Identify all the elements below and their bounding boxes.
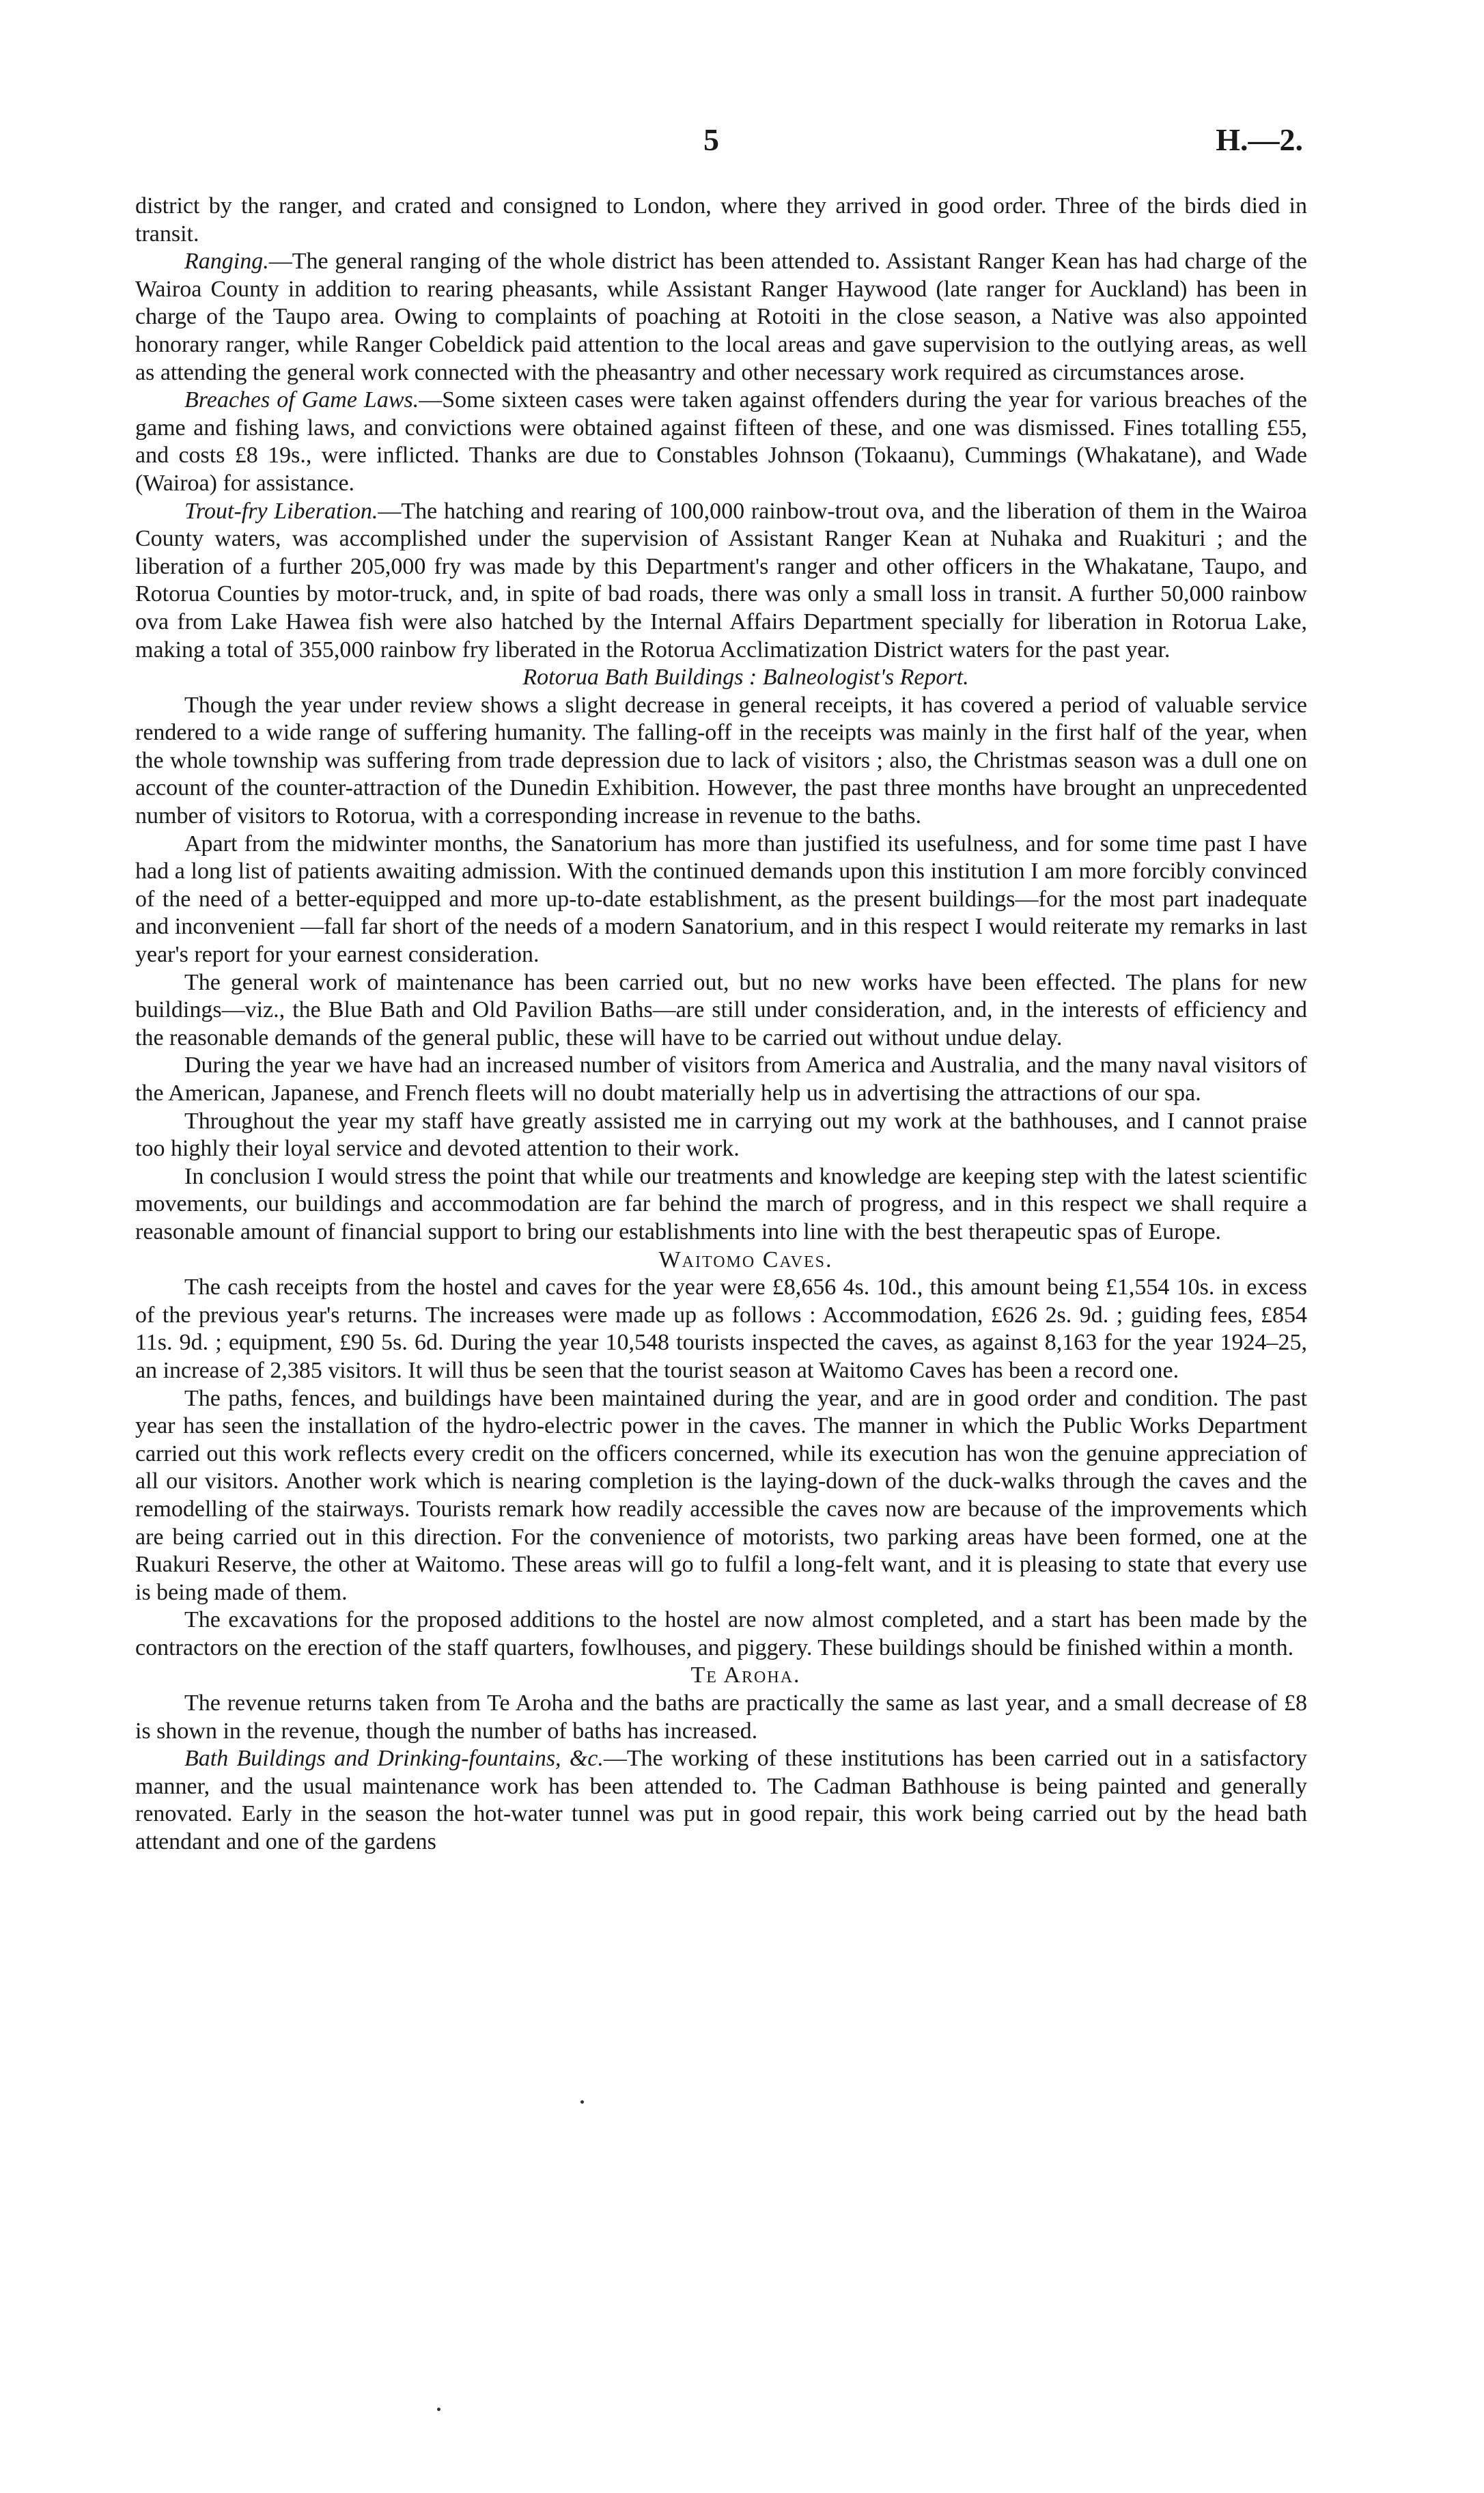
paragraph: The excavations for the proposed additions to the hostel are now almost completed, and a start has been made by the contractors on the erection of the staff quarters, fowlhouses, and piggery. These buildings should be finished within a month. (135, 1607, 1307, 1660)
print-mark (437, 2408, 440, 2411)
paragraph-lead: Ranging. (184, 249, 269, 275)
paragraph: In conclusion I would stress the point that while our treatments and knowledge are keeping step with the latest scientific movements, our buildings and accommodation are far behind the march of progress, and in this respect we shall require a reasonable amount of financial support to bring our establishments into line with the best therapeutic spas of Europe. (135, 1163, 1307, 1244)
paragraph (135, 1690, 1307, 1745)
paragraph-lead: Bath Buildings and Drinking-fountains, &c. (184, 1746, 604, 1772)
paragraph (135, 498, 1307, 665)
page-header (0, 122, 1484, 169)
document-code: H.—2. (1216, 122, 1303, 157)
paragraph-text: —The hatching and rearing of 100,000 rainbow-trout ova, and the liberation of them in the Wairoa County waters, was accomplished under the supervision of Assistant Ranger Kean at Nuhaka and Ruakituri ; and the liberation of a further 205,000 fry was made by this Department's ranger and other officers in the Whakatane, Taupo, and Rotorua Counties by motor-truck, and, in spite of bad roads, there was only a small loss in transit. A further 50,000 rainbow ova from Lake Hawea fish were also hatched by the Internal Affairs Department specially for liberation in Rotorua Lake, making a total of 355,000 rainbow fry liberated in the Rotorua Acclimatization District waters for the past year. (135, 498, 1307, 663)
paragraph-text: —The working of these institutions has been carried out in a satisfactory manner, and the usual maintenance work has been attended to. The Cadman Bathhouse is being painted and generally renovated. Early in the season the hot-water tunnel was put in good repair, this work being carried out by the head bath attendant and one of the gardens (135, 1746, 1307, 1855)
section-heading: Te Aroha. (690, 1662, 801, 1688)
paragraph: The paths, fences, and buildings have been maintained during the year, and are in good order and condition. The past year has seen the installation of the hydro-electric power in the caves. The manner in which the Public Works Department carried out this work reflects every credit on the officers concerned, while its execution has won the genuine appreciation of all our visitors. Another work which is nearing completion is the laying-down of the duck-walks through the caves and the remodelling of the stairways. Tourists remark how readily accessible the caves now are because of the improvements which are being carried out in this direction. For the convenience of motorists, two parking areas have been formed, one at the Ruakuri Reserve, the other at Waitomo. These areas will go to fulfil a long-felt want, and it is pleasing to state that every use is being made of them. (135, 1385, 1307, 1605)
paragraph: Though the year under review shows a slight decrease in general receipts, it has covered a period of valuable service rendered to a wide range of suffering humanity. The falling-off in the receipts was mainly in the first half of the year, when the whole township was suffering from trade depression due to lack of visitors ; also, the Christmas season was a dull one on account of the counter-attraction of the Dunedin Exhibition. However, the past three months have brought an unprecedented number of visitors to Rotorua, with a corresponding increase in revenue to the baths. (135, 692, 1307, 829)
paragraph: The cash receipts from the hostel and caves for the year were £8,656 4s. 10d., this amount being £1,554 10s. in excess of the previous year's returns. The increases were made up as follows : Accommodation, £626 2s. 9d. ; guiding fees, £854 11s. 9d. ; equipment, £90 5s. 6d. During the year 10,548 tourists inspected the caves, as against 8,163 for the year 1924–25, an increase of 2,385 visitors. It will thus be seen that the tourist season at Waitomo Caves has been a record one. (135, 1275, 1307, 1383)
paragraph: Throughout the year my staff have greatly assisted me in carrying out my work at the bathhouses, and I cannot praise too highly their loyal service and devoted attention to their work. (135, 1108, 1307, 1162)
te-aroha-section (135, 1662, 1307, 1856)
paragraph-text: The revenue returns taken from Te Aroha and the baths are practically the same as last year, and a small decrease of £8 is shown in the revenue, though the number of baths has increased. (135, 1690, 1307, 1744)
page-number: 5 (703, 122, 719, 157)
document-body (135, 193, 1307, 1856)
print-mark (580, 2100, 584, 2104)
waitomo-section (135, 1246, 1307, 1662)
rotorua-section (135, 664, 1307, 1246)
paragraph: During the year we have had an increased number of visitors from America and Australia, and the many naval visitors of the American, Japanese, and French fleets will no doubt materially help us in advertising the attractions of our spa. (135, 1053, 1307, 1106)
section-heading: Waitomo Caves. (658, 1246, 833, 1272)
paragraph (135, 1745, 1307, 1856)
paragraph-text: —Some sixteen cases were taken against offenders during the year for various breaches of the game and fishing laws, and convictions were obtained against fifteen of these, and one was dismissed. Fines totalling £55, and costs £8 19s., were inflicted. Thanks are due to Constables Johnson (Tokaanu), Cummings (Whakatane), and Wade (Wairoa) for assistance. (135, 387, 1307, 496)
intro-section (135, 193, 1307, 664)
paragraph (135, 248, 1307, 387)
paragraph-text: —The general ranging of the whole district has been attended to. Assistant Ranger Kean has had charge of the Wairoa County in addition to rearing pheasants, while Assistant Ranger Haywood (late ranger for Auckland) has been in charge of the Taupo area. Owing to complaints of poaching at Rotoiti in the close season, a Native was also appointed honorary ranger, while Ranger Cobeldick paid attention to the local areas and gave supervision to the outlying areas, as well as attending the general work connected with the pheasantry and other necessary work required as circumstances arose. (135, 249, 1307, 385)
section-heading: Rotorua Bath Buildings : Balneologist's Report. (522, 665, 969, 691)
paragraph (135, 193, 1307, 248)
paragraph-lead: Breaches of Game Laws. (184, 387, 419, 413)
paragraph-text: district by the ranger, and crated and consigned to London, where they arrived in good order. Three of the birds died in transit. (135, 193, 1307, 247)
paragraph (135, 387, 1307, 497)
paragraph-lead: Trout-fry Liberation. (184, 498, 378, 524)
paragraph: Apart from the midwinter months, the Sanatorium has more than justified its usefulness, and for some time past I have had a long list of patients awaiting admission. With the continued demands upon this institution I am more forcibly convinced of the need of a better-equipped and more up-to-date establishment, as the present buildings—for the most part inadequate and inconvenient —fall far short of the needs of a modern Sanatorium, and in this respect I would reiterate my remarks in last year's report for your earnest consideration. (135, 831, 1307, 968)
paragraph: The general work of maintenance has been carried out, but no new works have been effected. The plans for new buildings—viz., the Blue Bath and Old Pavilion Baths—are still under consideration, and, in the interests of efficiency and the reasonable demands of the general public, these will have to be carried out without undue delay. (135, 969, 1307, 1050)
